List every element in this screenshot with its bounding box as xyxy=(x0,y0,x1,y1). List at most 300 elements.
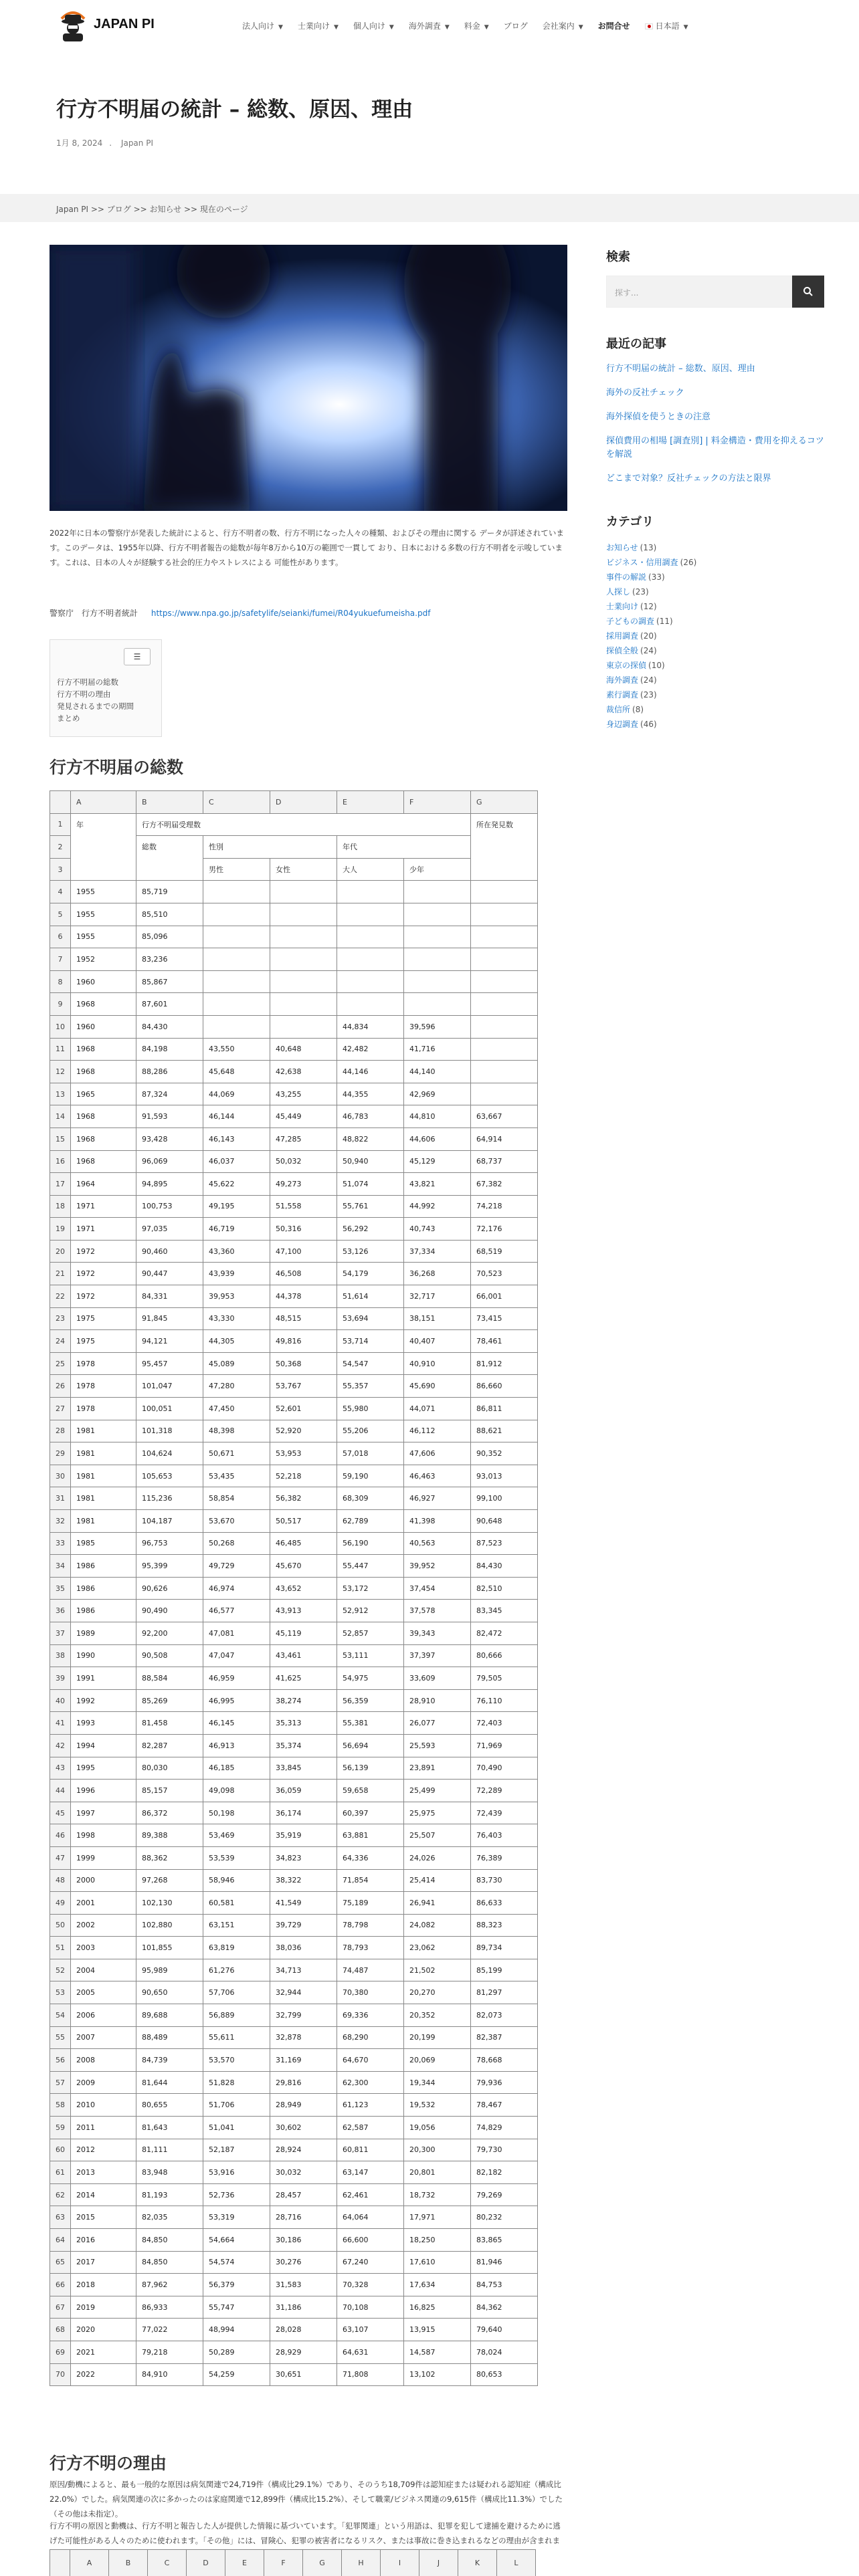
table-cell: 55,357 xyxy=(337,1375,404,1398)
table-cell: 28,457 xyxy=(270,2183,337,2206)
toc-toggle-button[interactable]: ☰ xyxy=(124,648,151,665)
table-cell: 71,854 xyxy=(337,1869,404,1892)
sidebar xyxy=(606,247,824,732)
table-row xyxy=(50,948,538,971)
table-cell: 1972 xyxy=(71,1285,136,1308)
table-cell: 102,880 xyxy=(136,1914,203,1937)
table-cell: 85,269 xyxy=(136,1689,203,1712)
table-cell: 40,563 xyxy=(404,1532,471,1555)
category-count: (24) xyxy=(640,646,657,655)
section-heading-reason: 行方不明の理由 xyxy=(50,2454,167,2473)
table-cell: 54,259 xyxy=(203,2363,270,2386)
table-cell xyxy=(203,903,270,926)
table-cell xyxy=(203,948,270,971)
table-cell: 51,074 xyxy=(337,1173,404,1196)
table-cell: 30,032 xyxy=(270,2161,337,2184)
reason-paragraph-2: 行方不明の原因と動機は、行方不明と報告した人が提供した情報に基づいています。「犯罪関連」という用語は、犯罪を犯して逮捕を避けるために逃げた可能性がある人々のために使われます。「その他」には、冒険心、犯罪の被害者になるリスク、または事故に巻き込まれるなどの理由が含まれま xyxy=(50,2521,561,2545)
table-cell: 54,664 xyxy=(203,2229,270,2252)
table-cell: 72,176 xyxy=(471,1218,538,1241)
row-number: 31 xyxy=(50,1487,71,1510)
table-cell xyxy=(471,948,538,971)
site-name: JAPAN PI xyxy=(94,16,155,31)
row-number: 66 xyxy=(50,2274,71,2296)
table-cell xyxy=(404,970,471,993)
table-cell: 31,169 xyxy=(270,2049,337,2072)
table-row xyxy=(50,1959,538,1981)
table-cell: 1968 xyxy=(71,1105,136,1128)
table-cell: 18,250 xyxy=(404,2229,471,2252)
table-cell: 39,952 xyxy=(404,1555,471,1578)
table-cell: 30,602 xyxy=(270,2117,337,2139)
table-row xyxy=(50,1240,538,1263)
table-cell: 16,825 xyxy=(404,2296,471,2319)
nav-item-8[interactable] xyxy=(645,20,688,31)
table-cell: 25,499 xyxy=(404,1780,471,1802)
table-cell: 38,322 xyxy=(270,1869,337,1892)
chevron-down-icon: ▼ xyxy=(389,24,394,31)
table-cell: 46,783 xyxy=(337,1105,404,1128)
category-count: (13) xyxy=(640,543,657,552)
nav-item-label: 日本語 xyxy=(655,21,680,31)
table-cell: 28,949 xyxy=(270,2094,337,2117)
table-row xyxy=(50,2229,538,2252)
table-cell: 38,036 xyxy=(270,1937,337,1959)
table-cell xyxy=(337,993,404,1016)
category-item xyxy=(606,555,824,570)
row-number: 17 xyxy=(50,1173,71,1196)
table-row xyxy=(50,1330,538,1353)
table-cell: 44,355 xyxy=(337,1083,404,1105)
table-cell: 43,330 xyxy=(203,1307,270,1330)
row-number: 63 xyxy=(50,2206,71,2229)
table-cell: 46,577 xyxy=(203,1600,270,1622)
nav-item-3[interactable] xyxy=(409,20,450,31)
table-cell: 61,276 xyxy=(203,1959,270,1981)
table-cell: 1998 xyxy=(71,1824,136,1847)
category-link[interactable]: 海外調査 xyxy=(606,675,639,685)
table-cell: 47,100 xyxy=(270,1240,337,1263)
category-link[interactable]: 素行調査 xyxy=(606,690,639,700)
site-logo[interactable] xyxy=(56,5,155,43)
toc-item[interactable]: 行方不明届の総数 xyxy=(57,677,118,687)
table-cell: 20,801 xyxy=(404,2161,471,2184)
table-cell: 31,583 xyxy=(270,2274,337,2296)
category-count: (33) xyxy=(648,572,665,582)
table-cell: 69,336 xyxy=(337,2004,404,2027)
column-header: B xyxy=(136,791,203,814)
category-link[interactable]: 人探し xyxy=(606,587,631,597)
table-cell: 64,336 xyxy=(337,1846,404,1869)
table-cell: 77,022 xyxy=(136,2319,203,2341)
chevron-down-icon: ▼ xyxy=(333,24,339,31)
row-number: 57 xyxy=(50,2071,71,2094)
table-cell: 87,523 xyxy=(471,1532,538,1555)
row-number: 15 xyxy=(50,1128,71,1150)
table-cell xyxy=(337,926,404,948)
table-cell: 50,198 xyxy=(203,1802,270,1824)
row-number: 61 xyxy=(50,2161,71,2184)
table-cell: 1978 xyxy=(71,1375,136,1398)
row-number: 19 xyxy=(50,1218,71,1241)
table-cell: 1971 xyxy=(71,1218,136,1241)
table-row xyxy=(50,1038,538,1061)
table-cell: 78,668 xyxy=(471,2049,538,2072)
table-cell: 96,069 xyxy=(136,1150,203,1173)
row-number: 5 xyxy=(50,903,71,926)
search-button[interactable] xyxy=(792,276,824,308)
table-cell: 73,415 xyxy=(471,1307,538,1330)
table-cell: 37,397 xyxy=(404,1644,471,1667)
table-cell: 33,609 xyxy=(404,1667,471,1690)
table-cell: 50,032 xyxy=(270,1150,337,1173)
category-item xyxy=(606,687,824,702)
table-cell: 90,460 xyxy=(136,1240,203,1263)
nav-item-1[interactable] xyxy=(298,20,339,31)
table-cell: 2015 xyxy=(71,2206,136,2229)
table-cell: 84,739 xyxy=(136,2049,203,2072)
table-cell: 83,730 xyxy=(471,1869,538,1892)
table-cell: 1971 xyxy=(71,1195,136,1218)
table-cell xyxy=(270,948,337,971)
table-cell: 92,200 xyxy=(136,1622,203,1644)
table-cell: 1991 xyxy=(71,1667,136,1690)
table-cell: 13,915 xyxy=(404,2319,471,2341)
table-cell: 53,126 xyxy=(337,1240,404,1263)
category-link[interactable]: お知らせ xyxy=(606,543,638,552)
category-count: (20) xyxy=(640,631,657,641)
row-number: 4 xyxy=(50,881,71,903)
table-cell: 35,919 xyxy=(270,1824,337,1847)
category-count: (10) xyxy=(648,661,665,670)
table-cell: 20,199 xyxy=(404,2026,471,2049)
table-cell: 24,082 xyxy=(404,1914,471,1937)
nav-item-7[interactable] xyxy=(598,20,630,31)
table-cell: 49,098 xyxy=(203,1780,270,1802)
table-cell: 84,198 xyxy=(136,1038,203,1061)
table-row xyxy=(50,1555,538,1578)
category-count: (11) xyxy=(656,617,673,626)
table-cell: 39,596 xyxy=(404,1015,471,1038)
table-cell: 82,073 xyxy=(471,2004,538,2027)
reason-table xyxy=(50,2549,536,2576)
table-cell: 37,334 xyxy=(404,1240,471,1263)
table-cell: 45,089 xyxy=(203,1352,270,1375)
table-cell: 84,850 xyxy=(136,2229,203,2252)
table-cell: 1960 xyxy=(71,970,136,993)
table-cell: 63,819 xyxy=(203,1937,270,1959)
recent-post-link[interactable]: 海外の反社チェック xyxy=(606,388,684,398)
table-cell: 43,652 xyxy=(270,1577,337,1600)
table-cell: 25,593 xyxy=(404,1734,471,1757)
table-header-row xyxy=(50,2550,536,2576)
row-number: 60 xyxy=(50,2139,71,2161)
table-cell: 1975 xyxy=(71,1307,136,1330)
table-cell: 82,510 xyxy=(471,1577,538,1600)
table-cell: 115,236 xyxy=(136,1487,203,1510)
row-number: 35 xyxy=(50,1577,71,1600)
table-cell: 67,382 xyxy=(471,1173,538,1196)
table-cell: 17,634 xyxy=(404,2274,471,2296)
row-number: 16 xyxy=(50,1150,71,1173)
row-number: 48 xyxy=(50,1869,71,1892)
table-cell: 70,328 xyxy=(337,2274,404,2296)
table-cell: 43,550 xyxy=(203,1038,270,1061)
table-cell: 57,706 xyxy=(203,1981,270,2004)
table-cell: 49,195 xyxy=(203,1195,270,1218)
table-row xyxy=(50,1892,538,1915)
nav-item-5[interactable] xyxy=(504,20,528,31)
table-cell: 2021 xyxy=(71,2341,136,2363)
table-row xyxy=(50,1780,538,1802)
table-cell: 41,625 xyxy=(270,1667,337,1690)
nav-item-4[interactable] xyxy=(464,20,489,31)
row-number: 43 xyxy=(50,1757,71,1780)
total-header: 総数 xyxy=(136,836,203,881)
row-number: 69 xyxy=(50,2341,71,2363)
table-cell: 46,463 xyxy=(404,1465,471,1487)
table-cell: 46,508 xyxy=(270,1263,337,1285)
nav-item-label: ブログ xyxy=(503,21,528,31)
row-number: 20 xyxy=(50,1240,71,1263)
table-cell: 1995 xyxy=(71,1757,136,1780)
table-cell xyxy=(270,926,337,948)
category-link[interactable]: 探偵全般 xyxy=(606,646,639,655)
table-cell: 82,387 xyxy=(471,2026,538,2049)
table-cell: 70,523 xyxy=(471,1263,538,1285)
table-row xyxy=(50,1937,538,1959)
row-number: 11 xyxy=(50,1038,71,1061)
table-cell: 79,936 xyxy=(471,2071,538,2094)
category-count: (24) xyxy=(640,675,657,685)
nav-item-0[interactable] xyxy=(242,20,283,31)
table-cell: 44,992 xyxy=(404,1195,471,1218)
table-cell: 41,549 xyxy=(270,1892,337,1915)
nav-item-2[interactable] xyxy=(353,20,394,31)
source-label: 警察庁 行方不明者統計 xyxy=(50,609,138,618)
table-cell: 82,287 xyxy=(136,1734,203,1757)
row-number: 8 xyxy=(50,970,71,993)
table-cell: 55,206 xyxy=(337,1420,404,1442)
row-number: 56 xyxy=(50,2049,71,2072)
row-number: 12 xyxy=(50,1061,71,1083)
table-cell: 85,199 xyxy=(471,1959,538,1981)
table-cell: 44,606 xyxy=(404,1128,471,1150)
category-link[interactable]: 士業向け xyxy=(606,602,639,611)
table-cell: 33,845 xyxy=(270,1757,337,1780)
table-cell: 91,593 xyxy=(136,1105,203,1128)
table-cell: 2007 xyxy=(71,2026,136,2049)
table-cell: 1978 xyxy=(71,1352,136,1375)
nav-item-label: お問合せ xyxy=(597,21,630,31)
table-cell: 1972 xyxy=(71,1240,136,1263)
table-cell: 21,502 xyxy=(404,1959,471,1981)
table-cell: 44,378 xyxy=(270,1285,337,1308)
table-row xyxy=(50,926,538,948)
table-cell: 39,729 xyxy=(270,1914,337,1937)
logo-icon xyxy=(56,5,90,43)
table-cell: 28,910 xyxy=(404,1689,471,1712)
table-cell: 2017 xyxy=(71,2251,136,2274)
categories-title: カテゴリ xyxy=(606,515,654,529)
column-header: A xyxy=(71,791,136,814)
table-cell: 24,026 xyxy=(404,1846,471,1869)
category-item xyxy=(606,673,824,687)
table-cell xyxy=(471,1083,538,1105)
table-cell: 1968 xyxy=(71,1061,136,1083)
table-cell: 30,186 xyxy=(270,2229,337,2252)
table-cell: 62,300 xyxy=(337,2071,404,2094)
table-cell: 46,974 xyxy=(203,1577,270,1600)
table-row xyxy=(50,1824,538,1847)
recent-post-link[interactable]: 海外探偵を使うときの注意 xyxy=(606,412,711,422)
table-cell: 82,182 xyxy=(471,2161,538,2184)
japan-flag-icon xyxy=(645,23,653,29)
table-cell: 35,374 xyxy=(270,1734,337,1757)
table-cell: 2005 xyxy=(71,1981,136,2004)
table-row xyxy=(50,1914,538,1937)
table-cell: 63,107 xyxy=(337,2319,404,2341)
table-cell: 81,458 xyxy=(136,1712,203,1735)
table-cell: 28,028 xyxy=(270,2319,337,2341)
chevron-down-icon: ▼ xyxy=(278,24,283,31)
table-cell: 95,457 xyxy=(136,1352,203,1375)
table-cell: 19,056 xyxy=(404,2117,471,2139)
table-cell: 84,910 xyxy=(136,2363,203,2386)
table-cell xyxy=(337,970,404,993)
table-cell: 40,743 xyxy=(404,1218,471,1241)
table-cell: 85,157 xyxy=(136,1780,203,1802)
table-cell: 79,505 xyxy=(471,1667,538,1690)
table-cell xyxy=(203,970,270,993)
table-cell: 74,829 xyxy=(471,2117,538,2139)
category-link[interactable]: 事件の解説 xyxy=(606,572,647,582)
recent-post-link[interactable]: 探偵費用の相場 [調査別] | 料金構造・費用を抑えるコツを解説 xyxy=(606,436,824,459)
table-cell: 84,430 xyxy=(471,1555,538,1578)
table-cell: 51,041 xyxy=(203,2117,270,2139)
table-cell: 53,714 xyxy=(337,1330,404,1353)
category-link[interactable]: 採用調査 xyxy=(606,631,639,641)
chevron-down-icon: ▼ xyxy=(683,24,688,31)
category-link[interactable]: 身辺調査 xyxy=(606,720,639,729)
row-number: 34 xyxy=(50,1555,71,1578)
table-cell: 72,439 xyxy=(471,1802,538,1824)
table-cell: 86,633 xyxy=(471,1892,538,1915)
recent-post-link[interactable]: どこまで対象？反社チェックの方法と限界 xyxy=(606,473,771,484)
table-row xyxy=(50,2341,538,2363)
table-cell: 63,667 xyxy=(471,1105,538,1128)
breadcrumb[interactable]: Japan PI >> ブログ >> お知らせ >> 現在のページ xyxy=(56,205,248,214)
table-row xyxy=(50,1689,538,1712)
table-cell: 54,547 xyxy=(337,1352,404,1375)
post-author[interactable]: Japan PI xyxy=(120,138,153,148)
source-link[interactable]: https://www.npa.go.jp/safetylife/seianki/fumei/R04yukuefumeisha.pdf xyxy=(151,609,431,618)
column-header: D xyxy=(270,791,337,814)
column-header: F xyxy=(404,791,471,814)
table-cell: 64,670 xyxy=(337,2049,404,2072)
column-header: C xyxy=(148,2550,187,2576)
table-cell: 46,995 xyxy=(203,1689,270,1712)
table-cell: 2020 xyxy=(71,2319,136,2341)
nav-item-label: 士業向け xyxy=(297,21,330,31)
table-cell: 48,822 xyxy=(337,1128,404,1150)
category-link[interactable]: ビジネス・信用調査 xyxy=(606,558,678,567)
table-cell: 49,729 xyxy=(203,1555,270,1578)
table-cell: 1952 xyxy=(71,948,136,971)
table-cell: 76,389 xyxy=(471,1846,538,1869)
table-cell: 39,343 xyxy=(404,1622,471,1644)
table-cell: 84,753 xyxy=(471,2274,538,2296)
table-cell: 80,232 xyxy=(471,2206,538,2229)
table-cell: 37,454 xyxy=(404,1577,471,1600)
table-cell: 58,946 xyxy=(203,1869,270,1892)
table-cell: 81,912 xyxy=(471,1352,538,1375)
table-cell xyxy=(471,1061,538,1083)
table-row xyxy=(50,2094,538,2117)
table-cell xyxy=(203,881,270,903)
table-row xyxy=(50,1465,538,1487)
table-cell: 62,461 xyxy=(337,2183,404,2206)
table-cell: 58,854 xyxy=(203,1487,270,1510)
table-cell: 79,218 xyxy=(136,2341,203,2363)
table-row xyxy=(50,903,538,926)
table-cell: 87,601 xyxy=(136,993,203,1016)
row-number: 30 xyxy=(50,1465,71,1487)
stats-table xyxy=(50,790,538,2386)
search-input[interactable]: 探す... xyxy=(606,276,792,308)
row-number: 50 xyxy=(50,1914,71,1937)
category-item xyxy=(606,540,824,555)
table-cell: 32,878 xyxy=(270,2026,337,2049)
row-number: 7 xyxy=(50,948,71,971)
table-row xyxy=(50,993,538,1016)
table-row xyxy=(50,1195,538,1218)
category-link[interactable]: 子どもの調査 xyxy=(606,617,655,626)
table-cell: 44,140 xyxy=(404,1061,471,1083)
table-row xyxy=(50,1375,538,1398)
table-cell xyxy=(471,1015,538,1038)
table-cell: 56,190 xyxy=(337,1532,404,1555)
table-cell: 28,929 xyxy=(270,2341,337,2363)
recent-post-link[interactable]: 行方不明届の統計 – 総数、原因、理由 xyxy=(606,364,755,374)
table-of-contents xyxy=(50,639,162,737)
table-row xyxy=(50,1218,538,1241)
toc-item[interactable]: 行方不明の理由 xyxy=(57,689,111,699)
table-cell: 1992 xyxy=(71,1689,136,1712)
row-number: 47 xyxy=(50,1846,71,1869)
table-cell: 52,857 xyxy=(337,1622,404,1644)
toc-item[interactable]: まとめ xyxy=(57,714,80,723)
toc-item[interactable]: 発見されるまでの期間 xyxy=(57,702,134,711)
category-link[interactable]: 裁信所 xyxy=(606,705,631,714)
table-cell: 1985 xyxy=(71,1532,136,1555)
category-link[interactable]: 東京の探偵 xyxy=(606,661,647,670)
table-cell: 51,614 xyxy=(337,1285,404,1308)
table-cell: 63,881 xyxy=(337,1824,404,1847)
table-cell: 2004 xyxy=(71,1959,136,1981)
table-cell: 43,821 xyxy=(404,1173,471,1196)
search-title: 検索 xyxy=(606,250,630,264)
table-cell: 1965 xyxy=(71,1083,136,1105)
nav-item-6[interactable] xyxy=(543,20,583,31)
table-row xyxy=(50,1442,538,1465)
table-cell: 52,218 xyxy=(270,1465,337,1487)
table-cell xyxy=(404,993,471,1016)
table-cell: 18,732 xyxy=(404,2183,471,2206)
table-cell: 53,435 xyxy=(203,1465,270,1487)
table-cell: 46,037 xyxy=(203,1150,270,1173)
table-cell xyxy=(203,993,270,1016)
table-cell: 95,399 xyxy=(136,1555,203,1578)
